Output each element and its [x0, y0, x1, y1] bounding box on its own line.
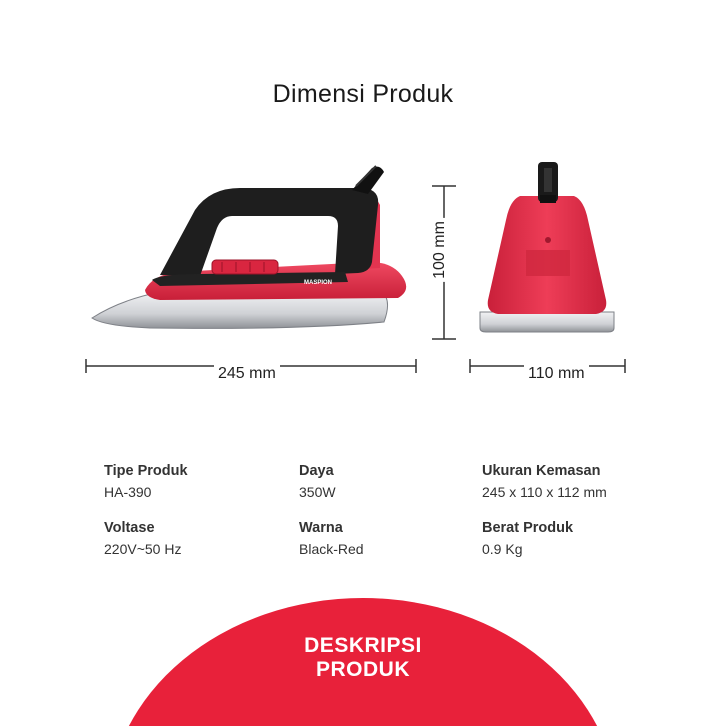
spec-value: Black-Red	[299, 541, 364, 557]
spec-label: Tipe Produk	[104, 463, 188, 479]
spec-value: HA-390	[104, 484, 152, 500]
footer-heading[interactable]	[0, 634, 726, 682]
spec-value: 0.9 Kg	[482, 541, 523, 557]
page-title: Dimensi Produk	[272, 80, 454, 108]
spec-label: Voltase	[104, 520, 155, 536]
spec-value: 220V~50 Hz	[104, 541, 182, 557]
spec-label: Daya	[299, 463, 334, 479]
spec-value: 245 x 110 x 112 mm	[482, 484, 607, 500]
spec-label: Warna	[299, 520, 343, 536]
spec-value: 350W	[299, 484, 336, 500]
footer-line-1: DESKRIPSI	[304, 634, 422, 657]
height-dimension-label: 100 mm	[431, 218, 449, 282]
length-dimension-label: 245 mm	[214, 365, 280, 383]
spec-label: Ukuran Kemasan	[482, 463, 601, 479]
footer-line-2: PRODUK	[315, 658, 410, 681]
brand-logo: MASPION	[304, 280, 333, 286]
spec-label: Berat Produk	[482, 520, 574, 536]
width-dimension-label: 110 mm	[524, 365, 589, 383]
